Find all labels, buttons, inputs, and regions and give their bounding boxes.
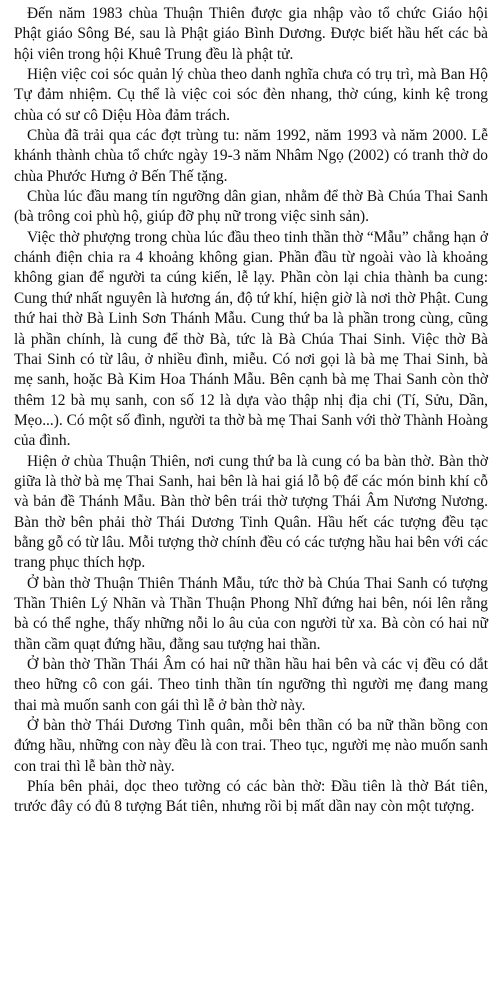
paragraph-thai-am-altar: Ở bàn thờ Thần Thái Âm có hai nữ thần hầu hai bên và các vị đều có dắt theo hững cô con gái. Theo tinh thần tín ngưỡng thì người mẹ đang mang thai mà muốn sanh con gái thì lễ ở bàn thờ này. (14, 656, 488, 714)
paragraph-restoration: Chùa đã trải qua các đợt trùng tu: năm 1992, năm 1993 và năm 2000. Lễ khánh thành chùa tổ chức ngày 19-3 năm Nhâm Ngọ (2002) có tranh thờ do chùa Phước Hưng ở Bến Thế tặng. (14, 127, 488, 185)
paragraph-management: Hiện việc coi sóc quản lý chùa theo danh nghĩa chưa có trụ trì, mà Ban Hộ Tự đảm nhiệm. Cụ thể là việc coi sóc đèn nhang, thờ cúng, kinh kệ trong chùa có sư cô Diệu Hòa đảm trách. (14, 66, 488, 124)
paragraph-bat-tien-altar: Phía bên phải, dọc theo tường có các bàn thờ: Đầu tiên là thờ Bát tiên, trước đây có đủ 8 tượng Bát tiên, nhưng rồi bị mất dần nay còn một tượng. (14, 778, 488, 816)
body-text (14, 4, 488, 818)
paragraph-thanh-mau-altar: Ở bàn thờ Thuận Thiên Thánh Mẫu, tức thờ bà Chúa Thai Sanh có tượng Thần Thiên Lý Nhãn và Thần Thuận Phong Nhĩ đứng hai bên, nói lên rằng bà có thể nghe, thấy những nỗi lo âu của con người từ xa. Bà còn có hai nữ thần cầm quạt đứng hầu, đằng sau tượng hai thần. (14, 574, 488, 653)
paragraph-membership: Đến năm 1983 chùa Thuận Thiên được gia nhập vào tổ chức Giáo hội Phật giáo Sông Bé, sau là Phật giáo Bình Dương. Được biết hầu hết các bà hội viên trong hội Khuê Trung đều là phật tử. (14, 5, 488, 63)
paragraph-folk-belief: Chùa lúc đầu mang tín ngưỡng dân gian, nhằm để thờ Bà Chúa Thai Sanh (bà trông coi phù hộ, giúp đỡ phụ nữ trong việc sinh sản). (14, 188, 488, 226)
paragraph-worship-layout: Việc thờ phượng trong chùa lúc đầu theo tinh thần thờ “Mẫu” chẳng hạn ở chánh điện chia ra 4 khoảng không gian. Phần đầu từ ngoài vào là khoảng không gian để người ta cúng kiến, lễ lạy. Phần còn lại chia thành ba cung: Cung thứ nhất nguyên là hương án, độ tứ khí, hiện giờ là nơi thờ Phật. Cung thứ hai thờ Bà Linh Sơn Thánh Mẫu. Cung thứ ba là phần trong cùng, cũng là phần chính, là cung để thờ Bà, tức là Bà Chúa Thai Sinh. Việc thờ Bà Thai Sinh có từ lâu, ở nhiều đình, miễu. Có nơi gọi là bà mẹ Thai Sinh, bà mẹ sanh, hoặc Bà Kim Hoa Thánh Mẫu. Bên cạnh bà mẹ Thai Sanh còn thờ thêm 12 bà mụ sanh, con số 12 là dựa vào thập nhị địa chi (Tí, Sửu, Dần, Mẹo...). Có một số đình, người ta thờ bà mẹ Thai Sanh với thờ Thành Hoàng của đình. (14, 228, 488, 450)
paragraph-thai-duong-altar: Ở bàn thờ Thái Dương Tinh quân, mỗi bên thần có ba nữ thần bồng con đứng hầu, những con này đều là con trai. Theo tục, người mẹ nào muốn sanh con trai thì lễ bàn thờ này. (14, 717, 488, 775)
paragraph-three-altars: Hiện ở chùa Thuận Thiên, nơi cung thứ ba là cung có ba bàn thờ. Bàn thờ giữa là thờ bà mẹ Thai Sanh, hai bên là hai giá lỗ bộ để các món binh khí cỗ và bản đề Thánh Mẫu. Bàn thờ bên trái thờ tượng Thái Âm Nương Nương. Bàn thờ bên phải thờ Thái Dương Tinh Quân. Hầu hết các tượng đều tạc bằng gỗ có từ lâu. Mỗi tượng thờ chính đều có các tượng hầu hai bên với các trang phục thích hợp. (14, 452, 488, 572)
